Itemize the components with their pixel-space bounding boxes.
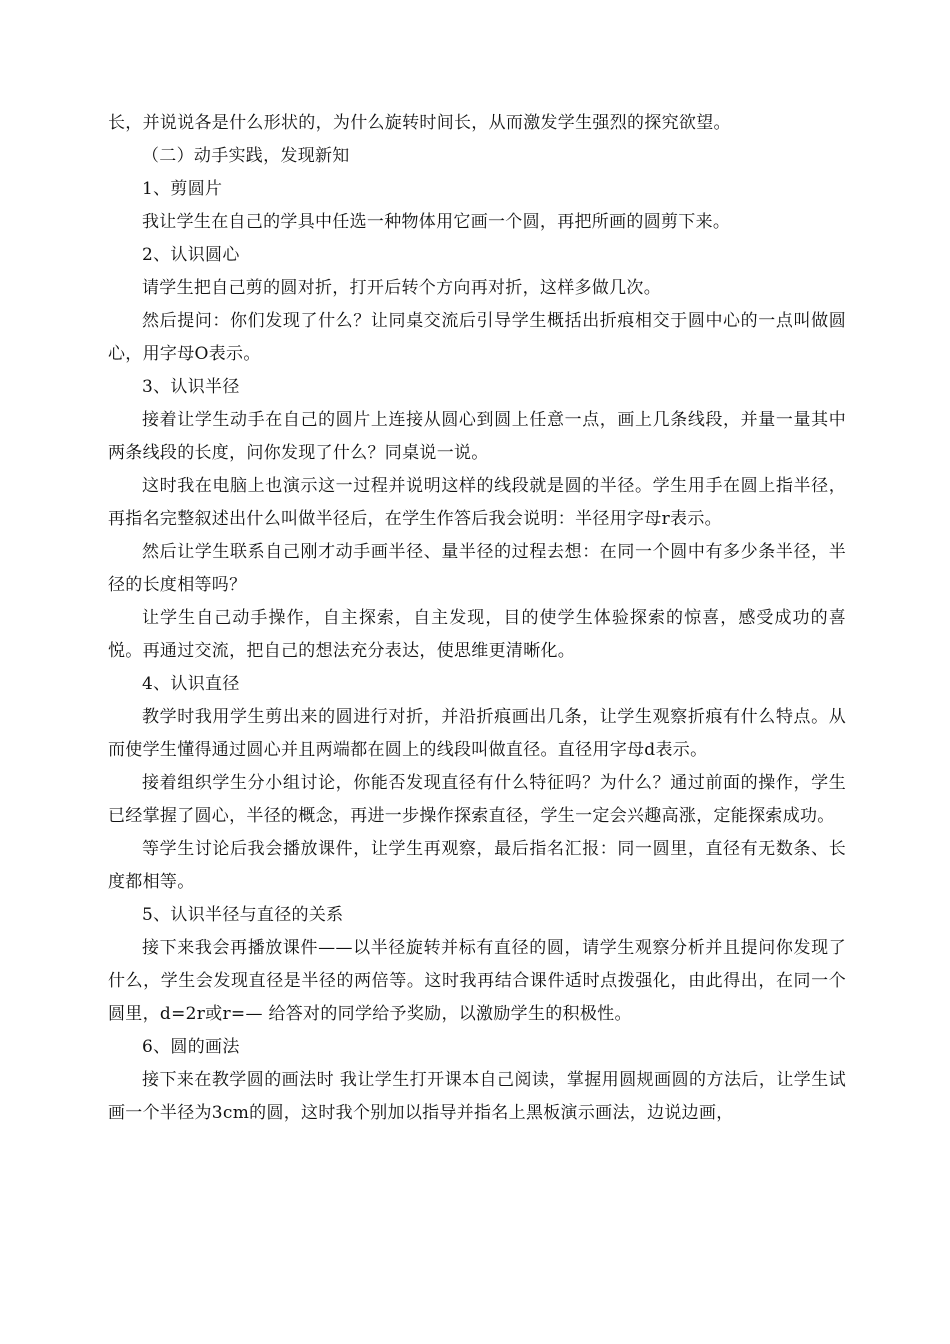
paragraph: 接着组织学生分小组讨论，你能否发现直径有什么特征吗？为什么？通过前面的操作，学生已经掌握了圆心，半径的概念，再进一步操作探索直径，学生一定会兴趣高涨，定能探索成功。 [108,773,846,826]
paragraph: 接着让学生动手在自己的圆片上连接从圆心到圆上任意一点，画上几条线段，并量一量其中两条线段的长度，问你发现了什么？同桌说一说。 [108,410,846,463]
paragraph: 我让学生在自己的学具中任选一种物体用它画一个圆，再把所画的圆剪下来。 [142,212,731,232]
paragraph: 请学生把自己剪的圆对折，打开后转个方向再对折，这样多做几次。 [142,278,661,298]
document-body [108,107,846,1130]
subsection-heading: 5、认识半径与直径的关系 [142,905,344,925]
paragraph: 然后让学生联系自己刚才动手画半径、量半径的过程去想：在同一个圆中有多少条半径，半径的长度相等吗？ [108,542,846,595]
paragraph: 长，并说说各是什么形状的，为什么旋转时间长，从而激发学生强烈的探究欲望。 [108,113,731,133]
paragraph: 接下来我会再播放课件——以半径旋转并标有直径的圆，请学生观察分析并且提问你发现了什么，学生会发现直径是半径的两倍等。这时我再结合课件适时点拨强化，由此得出，在同一个圆里，d=2r或r=— 给答对的同学给予奖励，以激励学生的积极性。 [108,938,846,1024]
paragraph: 让学生自己动手操作，自主探索，自主发现，目的使学生体验探索的惊喜，感受成功的喜悦。再通过交流，把自己的想法充分表达，使思维更清晰化。 [108,608,846,661]
paragraph: 这时我在电脑上也演示这一过程并说明这样的线段就是圆的半径。学生用手在圆上指半径，再指名完整叙述出什么叫做半径后，在学生作答后我会说明：半径用字母r表示。 [108,476,846,529]
paragraph: 教学时我用学生剪出来的圆进行对折，并沿折痕画出几条，让学生观察折痕有什么特点。从而使学生懂得通过圆心并且两端都在圆上的线段叫做直径。直径用字母d表示。 [108,707,846,760]
subsection-heading: 3、认识半径 [142,377,240,397]
section-heading: （二）动手实践，发现新知 [142,146,350,166]
paragraph: 然后提问：你们发现了什么？让同桌交流后引导学生概括出折痕相交于圆中心的一点叫做圆心，用字母O表示。 [108,311,846,364]
paragraph: 等学生讨论后我会播放课件，让学生再观察，最后指名汇报：同一圆里，直径有无数条、长度都相等。 [108,839,846,892]
paragraph: 接下来在教学圆的画法时 我让学生打开课本自己阅读，掌握用圆规画圆的方法后，让学生试画一个半径为3cm的圆，这时我个别加以指导并指名上黑板演示画法，边说边画， [108,1070,846,1123]
subsection-heading: 1、剪圆片 [142,179,223,199]
subsection-heading: 2、认识圆心 [142,245,240,265]
subsection-heading: 6、圆的画法 [142,1037,240,1057]
subsection-heading: 4、认识直径 [142,674,240,694]
